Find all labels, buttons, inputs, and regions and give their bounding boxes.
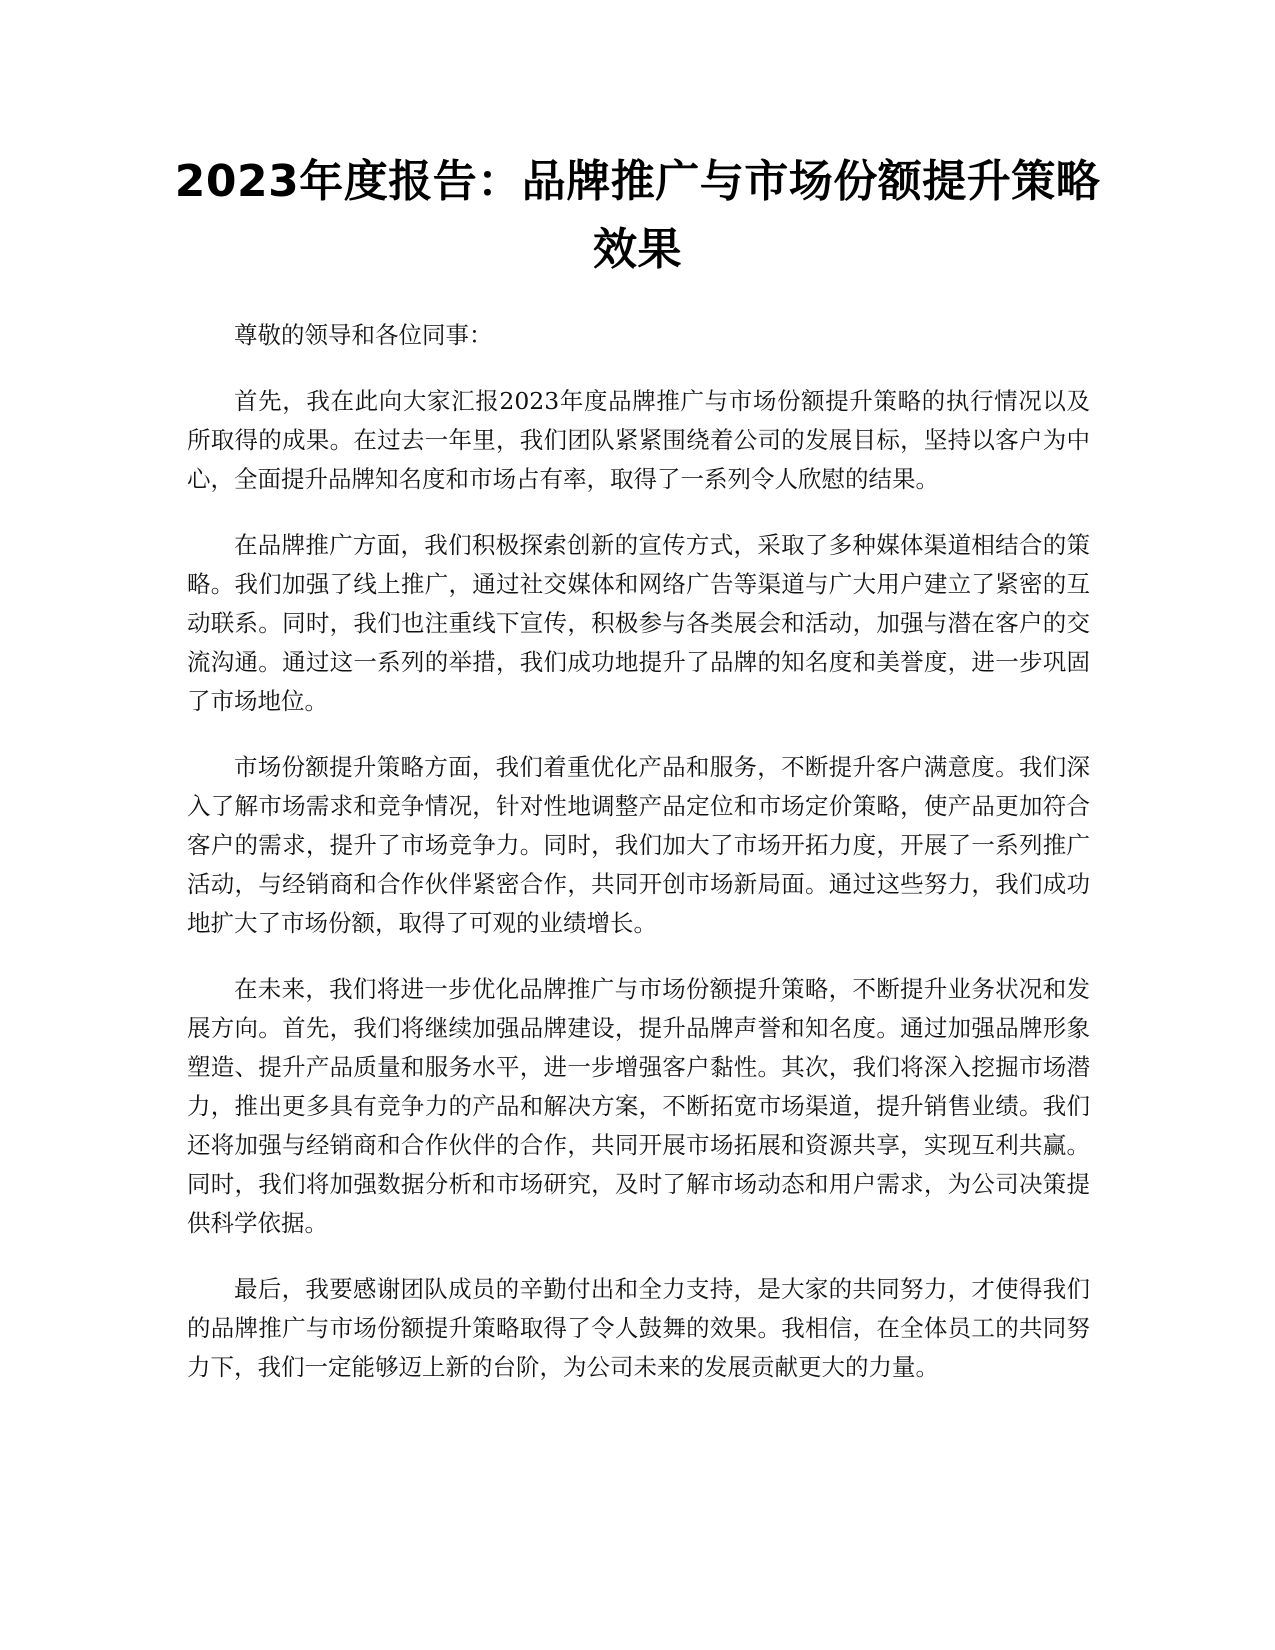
paragraph-closing: 最后，我要感谢团队成员的辛勤付出和全力支持，是大家的共同努力，才使得我们的品牌推广与市场份额提升策略取得了令人鼓舞的效果。我相信，在全体员工的共同努力下，我们一定能够迈上新的台阶，为公司未来的发展贡献更大的力量。 xyxy=(187,1275,1090,1381)
document-title: 2023年度报告：品牌推广与市场份额提升策略效果 xyxy=(174,156,1101,275)
paragraph-market-share: 市场份额提升策略方面，我们着重优化产品和服务，不断提升客户满意度。我们深入了解市场需求和竞争情况，针对性地调整产品定位和市场定价策略，使产品更加符合客户的需求，提升了市场竞争力。同时，我们加大了市场开拓力度，开展了一系列推广活动，与经销商和合作伙伴紧密合作，共同开创市场新局面。通过这些努力，我们成功地扩大了市场份额，取得了可观的业绩增长。 xyxy=(187,753,1090,937)
paragraph-intro: 首先，我在此向大家汇报2023年度品牌推广与市场份额提升策略的执行情况以及所取得的成果。在过去一年里，我们团队紧紧围绕着公司的发展目标，坚持以客户为中心，全面提升品牌知名度和市场占有率，取得了一系列令人欣慰的结果。 xyxy=(187,387,1090,493)
paragraph-brand-promotion: 在品牌推广方面，我们积极探索创新的宣传方式，采取了多种媒体渠道相结合的策略。我们加强了线上推广，通过社交媒体和网络广告等渠道与广大用户建立了紧密的互动联系。同时，我们也注重线下宣传，积极参与各类展会和活动，加强与潜在客户的交流沟通。通过这一系列的举措，我们成功地提升了品牌的知名度和美誉度，进一步巩固了市场地位。 xyxy=(187,531,1090,715)
document-body xyxy=(187,316,1090,1414)
paragraph-future-plan: 在未来，我们将进一步优化品牌推广与市场份额提升策略，不断提升业务状况和发展方向。首先，我们将继续加强品牌建设，提升品牌声誉和知名度。通过加强品牌形象塑造、提升产品质量和服务水平，进一步增强客户黏性。其次，我们将深入挖掘市场潜力，推出更多具有竞争力的产品和解决方案，不断拓宽市场渠道，提升销售业绩。我们还将加强与经销商和合作伙伴的合作，共同开展市场拓展和资源共享，实现互利共赢。同时，我们将加强数据分析和市场研究，及时了解市场动态和用户需求，为公司决策提供科学依据。 xyxy=(187,975,1090,1237)
salutation: 尊敬的领导和各位同事： xyxy=(234,321,493,349)
